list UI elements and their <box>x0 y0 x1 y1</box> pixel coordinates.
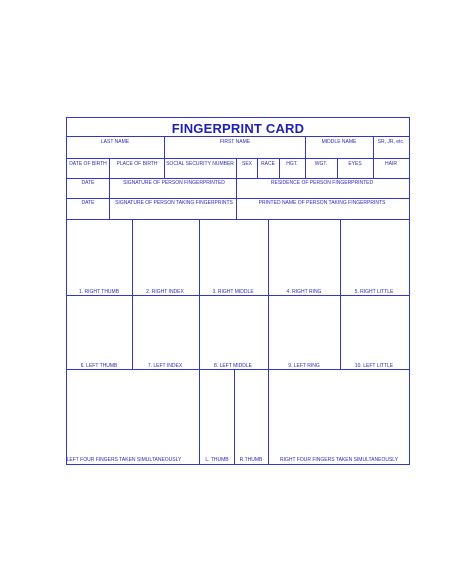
cell-divider <box>373 136 374 158</box>
cell-divider <box>236 198 237 219</box>
cell-divider <box>109 158 110 178</box>
hair-label: HAIR <box>385 161 397 167</box>
cell-divider <box>109 178 110 198</box>
first-name-label: FIRST NAME <box>219 139 251 145</box>
right-index-label: 2. RIGHT INDEX <box>146 289 184 295</box>
height-label: HGT. <box>286 161 298 167</box>
weight-label: WGT. <box>314 161 328 167</box>
cell-divider <box>164 136 165 158</box>
cell-divider <box>268 369 269 464</box>
fingerprint-card <box>66 117 410 465</box>
row-divider <box>67 136 409 137</box>
left-ring-label: 9. LEFT RING <box>288 363 320 369</box>
cell-divider <box>257 158 258 178</box>
cell-divider <box>279 158 280 178</box>
cell-divider <box>199 369 200 464</box>
printed-name-taker-label: PRINTED NAME OF PERSON TAKING FINGERPRINTS <box>258 200 386 206</box>
cell-divider <box>305 136 306 158</box>
left-thumb-simultaneous-label: L. THUMB <box>205 457 229 463</box>
place-of-birth-label: PLACE OF BIRTH <box>116 161 158 167</box>
right-middle-label: 3. RIGHT MIDDLE <box>212 289 254 295</box>
right-thumb-simultaneous-label: R.THUMB <box>239 457 263 463</box>
cell-divider <box>236 178 237 198</box>
date-label: DATE <box>81 180 95 186</box>
card-title: FINGERPRINT CARD <box>171 121 305 136</box>
right-four-fingers-label: RIGHT FOUR FINGERS TAKEN SIMULTANEOUSLY <box>279 457 399 463</box>
race-label: RACE <box>261 161 275 167</box>
right-little-label: 5. RIGHT LITTLE <box>354 289 394 295</box>
date-of-birth-label: DATE OF BIRTH <box>69 161 107 167</box>
suffix-label: SR, JR, etc. <box>377 139 405 145</box>
eyes-label: EYES <box>348 161 362 167</box>
cell-divider <box>373 158 374 178</box>
cell-divider <box>109 198 110 219</box>
cell-divider <box>340 219 341 369</box>
cell-divider <box>199 219 200 369</box>
right-thumb-label: 1. RIGHT THUMB <box>78 289 120 295</box>
date-label: DATE <box>81 200 95 206</box>
row-divider <box>67 219 409 220</box>
residence-label: RESIDENCE OF PERSON FINGERPRINTED <box>270 180 374 186</box>
right-ring-label: 4. RIGHT RING <box>286 289 322 295</box>
cell-divider <box>305 158 306 178</box>
left-four-fingers-label: LEFT FOUR FINGERS TAKEN SIMULTANEOUSLY <box>66 457 182 463</box>
row-divider <box>67 178 409 179</box>
signature-taker-label: SIGNATURE OF PERSON TAKING FINGERPRINTS <box>115 200 233 206</box>
cell-divider <box>337 158 338 178</box>
cell-divider <box>164 158 165 178</box>
ssn-label: SOCIAL SECURITY NUMBER <box>166 161 234 167</box>
middle-name-label: MIDDLE NAME <box>321 139 357 145</box>
signature-person-label: SIGNATURE OF PERSON FINGERPRINTED <box>123 180 225 186</box>
left-middle-label: 8. LEFT MIDDLE <box>214 363 252 369</box>
left-index-label: 7. LEFT INDEX <box>147 363 183 369</box>
cell-divider <box>236 158 237 178</box>
row-divider <box>67 158 409 159</box>
left-thumb-label: 6. LEFT THUMB <box>80 363 118 369</box>
left-little-label: 10. LEFT LITTLE <box>354 363 394 369</box>
cell-divider <box>268 219 269 369</box>
sex-label: SEX <box>241 161 253 167</box>
row-divider <box>67 295 409 296</box>
cell-divider <box>234 369 235 464</box>
row-divider <box>67 198 409 199</box>
row-divider <box>67 369 409 370</box>
cell-divider <box>132 219 133 369</box>
last-name-label: LAST NAME <box>100 139 130 145</box>
